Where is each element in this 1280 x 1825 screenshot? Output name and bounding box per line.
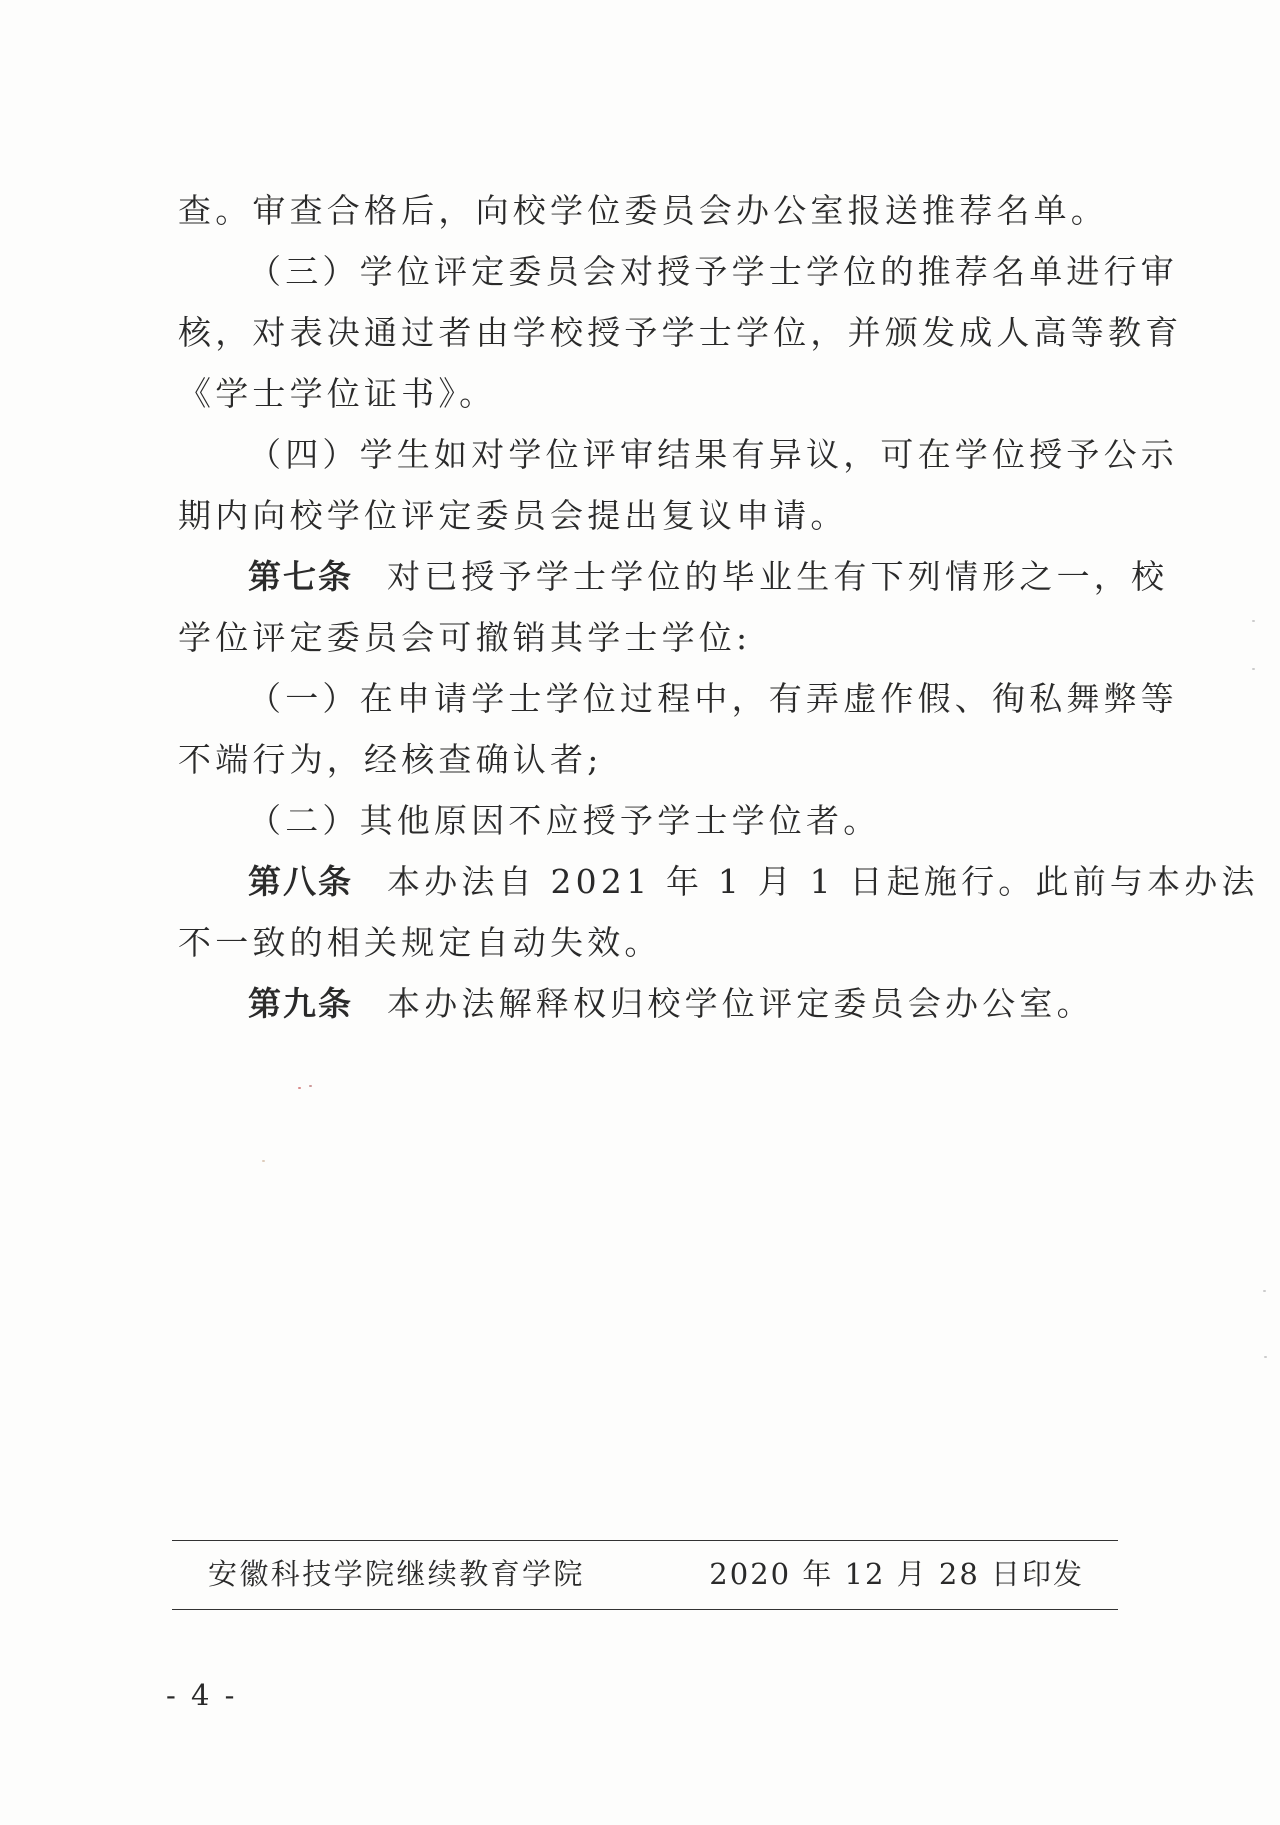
- article-7-item-1-line-1: （一）在申请学士学位过程中，有弄虚作假、徇私舞弊等: [248, 679, 1178, 718]
- article-9-text: 本办法解释权归校学位评定委员会办公室。: [387, 984, 1094, 1023]
- scan-speck: [1264, 1356, 1267, 1358]
- scan-speck: [298, 1087, 301, 1089]
- scan-speck: [1252, 620, 1255, 622]
- body-line-2: （三）学位评定委员会对授予学士学位的推荐名单进行审: [248, 252, 1178, 291]
- article-7-line-1: [178, 546, 1169, 607]
- body-line-5: （四）学生如对学位评审结果有异议，可在学位授予公示: [248, 435, 1178, 474]
- article-7-number: 第七条: [248, 557, 353, 596]
- article-7-item-2: （二）其他原因不应授予学士学位者。: [248, 801, 881, 840]
- footer-rule-top: [172, 1540, 1118, 1541]
- document-body: [178, 180, 1259, 1034]
- page-number: - 4 -: [166, 1678, 238, 1712]
- article-8-line-1: [178, 851, 1259, 912]
- scan-speck: [309, 1085, 312, 1087]
- article-9-number: 第九条: [248, 984, 353, 1023]
- footer-rule-bottom: [172, 1609, 1118, 1610]
- body-line-4: 《学士学位证书》。: [178, 374, 497, 413]
- article-7-item-1-line-2: 不端行为，经核查确认者;: [178, 740, 603, 779]
- article-8-text: 本办法自 2021 年 1 月 1 日起施行。此前与本办法: [387, 862, 1259, 901]
- body-line-3: 核，对表决通过者由学校授予学士学位，并颁发成人高等教育: [178, 313, 1183, 352]
- scan-speck: [1252, 668, 1255, 670]
- article-7-text: 对已授予学士学位的毕业生有下列情形之一，校: [387, 557, 1169, 596]
- body-line-6: 期内向校学位评定委员会提出复议申请。: [178, 496, 848, 535]
- footer-issue-date: 2020 年 12 月 28 日印发: [709, 1557, 1084, 1591]
- scan-speck: [262, 1160, 265, 1162]
- article-8-line-2: 不一致的相关规定自动失效。: [178, 923, 662, 962]
- scan-speck: [1263, 1290, 1266, 1292]
- footer-issuer: 安徽科技学院继续教育学院: [208, 1557, 585, 1591]
- article-7-line-2: 学位评定委员会可撤销其学士学位:: [178, 618, 752, 657]
- body-line-1: 查。审查合格后，向校学位委员会办公室报送推荐名单。: [178, 191, 1108, 230]
- article-9-line: [178, 973, 1130, 1034]
- article-8-number: 第八条: [248, 862, 353, 901]
